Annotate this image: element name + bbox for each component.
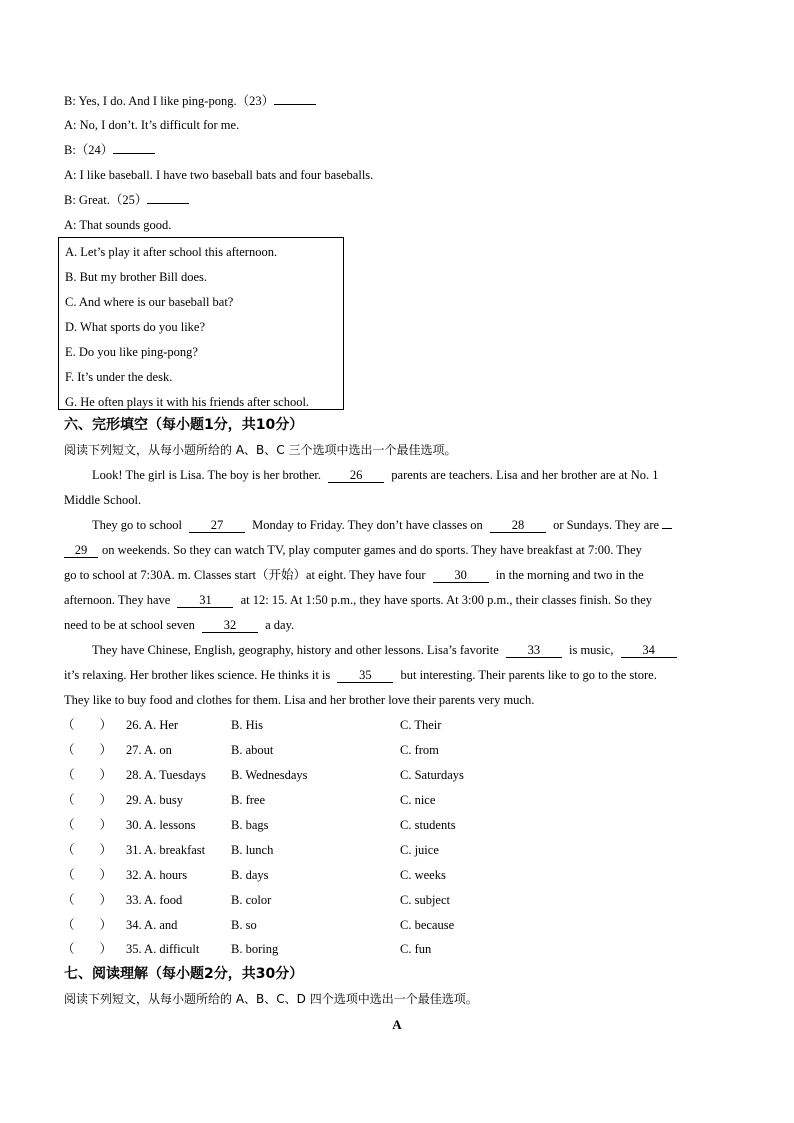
- blank-33: 33: [506, 643, 562, 658]
- blank-26: 26: [328, 468, 384, 483]
- option-a: A. Let’s play it after school this afternoon.: [65, 245, 278, 259]
- answer-blank-24: [113, 153, 155, 154]
- question-option-b: B. bags: [231, 818, 269, 832]
- question-option-c: C. from: [400, 743, 439, 757]
- passage-text: at 12: 15. At 1:50 p.m., they have sports. At 3:00 p.m., their classes finish. So they: [240, 593, 653, 607]
- dialogue-text: B:（24）: [64, 143, 114, 157]
- passage-line: [92, 642, 681, 658]
- passage-line: They like to buy food and clothes for them. Lisa and her brother love their parents very much.: [64, 693, 535, 707]
- passage-text: in the morning and two in the: [495, 568, 644, 582]
- option-f: F. It’s under the desk.: [65, 370, 173, 384]
- passage-line: [64, 592, 652, 608]
- question-option-b: B. about: [231, 743, 274, 757]
- section6-title: 六、完形填空（每小题1分，共10分）: [64, 417, 304, 433]
- question-paren[interactable]: （ ）: [62, 743, 113, 757]
- question-option-c: C. students: [400, 818, 456, 832]
- option-b: B. But my brother Bill does.: [65, 270, 208, 284]
- question-option-b: B. free: [231, 793, 266, 807]
- passage-text: go to school at 7:30A. m. Classes start（开始）at eight. They have four: [64, 568, 426, 582]
- dialogue-line-24: [64, 142, 155, 158]
- blank-29-start: [662, 528, 672, 529]
- section7-title: 七、阅读理解（每小题2分，共30分）: [64, 966, 304, 982]
- passage-text: afternoon. They have: [64, 593, 171, 607]
- question-option-c: C. because: [400, 918, 455, 932]
- dialogue-line: A: I like baseball. I have two baseball bats and four baseballs.: [64, 168, 374, 182]
- dialogue-line: A: That sounds good.: [64, 218, 172, 232]
- question-option-a: 28. A. Tuesdays: [126, 768, 206, 782]
- question-option-a: 26. A. Her: [126, 718, 179, 732]
- section6-instruction: 阅读下列短文，从每小题所给的 A、B、C 三个选项中选出一个最佳选项。: [64, 443, 457, 457]
- passage-text: Look! The girl is Lisa. The boy is her brother.: [92, 468, 322, 482]
- question-option-b: B. His: [231, 718, 263, 732]
- question-paren[interactable]: （ ）: [62, 893, 113, 907]
- passage-line: [92, 517, 672, 533]
- question-option-a: 31. A. breakfast: [126, 843, 206, 857]
- question-paren[interactable]: （ ）: [62, 718, 113, 732]
- blank-27: 27: [189, 518, 245, 533]
- question-option-c: C. juice: [400, 843, 439, 857]
- passage-text: a day.: [265, 618, 295, 632]
- blank-29: 29: [64, 543, 98, 558]
- passage-text: need to be at school seven: [64, 618, 195, 632]
- question-option-b: B. color: [231, 893, 272, 907]
- question-option-b: B. boring: [231, 942, 279, 956]
- question-paren[interactable]: （ ）: [62, 818, 113, 832]
- blank-32: 32: [202, 618, 258, 633]
- passage-line: [64, 542, 642, 558]
- question-option-c: C. subject: [400, 893, 450, 907]
- passage-text: or Sundays. They are: [553, 518, 660, 532]
- question-paren[interactable]: （ ）: [62, 768, 113, 782]
- section7-instruction: 阅读下列短文，从每小题所给的 A、B、C、D 四个选项中选出一个最佳选项。: [64, 992, 478, 1006]
- question-option-b: B. days: [231, 868, 269, 882]
- passage-line: [64, 617, 294, 633]
- passage-text: it’s relaxing. Her brother likes science. He thinks it is: [64, 668, 331, 682]
- question-paren[interactable]: （ ）: [62, 793, 113, 807]
- question-option-c: C. Saturdays: [400, 768, 464, 782]
- question-option-c: C. Their: [400, 718, 442, 732]
- passage-line: [64, 667, 657, 683]
- dialogue-line: A: No, I don’t. It’s difficult for me.: [64, 118, 240, 132]
- question-option-b: B. so: [231, 918, 257, 932]
- question-option-a: 33. A. food: [126, 893, 183, 907]
- question-option-c: C. nice: [400, 793, 436, 807]
- passage-text: Monday to Friday. They don’t have classes on: [252, 518, 483, 532]
- passage-text: is music,: [569, 643, 614, 657]
- option-d: D. What sports do you like?: [65, 320, 206, 334]
- dialogue-text: B: Great.（25）: [64, 193, 148, 207]
- option-g: G. He often plays it with his friends after school.: [65, 395, 310, 409]
- passage-line: [64, 567, 644, 583]
- blank-34: 34: [621, 643, 677, 658]
- blank-35: 35: [337, 668, 393, 683]
- passage-text: parents are teachers. Lisa and her brother are at No. 1: [391, 468, 659, 482]
- option-c: C. And where is our baseball bat?: [65, 295, 234, 309]
- dialogue-line-25: [64, 192, 189, 208]
- passage-text: They have Chinese, English, geography, history and other lessons. Lisa’s favorite: [92, 643, 499, 657]
- blank-31: 31: [177, 593, 233, 608]
- question-paren[interactable]: （ ）: [62, 942, 113, 956]
- question-option-a: 27. A. on: [126, 743, 172, 757]
- blank-30: 30: [433, 568, 489, 583]
- blank-28: 28: [490, 518, 546, 533]
- answer-blank-25: [147, 203, 189, 204]
- question-option-a: 30. A. lessons: [126, 818, 196, 832]
- question-option-c: C. weeks: [400, 868, 446, 882]
- options-box: [58, 237, 344, 410]
- passage-part-label: A: [392, 1017, 402, 1032]
- question-paren[interactable]: （ ）: [62, 843, 113, 857]
- question-option-b: B. Wednesdays: [231, 768, 308, 782]
- passage-text: but interesting. Their parents like to go to the store.: [400, 668, 657, 682]
- option-e: E. Do you like ping-pong?: [65, 345, 198, 359]
- question-paren[interactable]: （ ）: [62, 868, 113, 882]
- answer-blank-23: [274, 104, 316, 105]
- question-option-a: 35. A. difficult: [126, 942, 200, 956]
- dialogue-line-23: [64, 93, 316, 109]
- passage-text: on weekends. So they can watch TV, play computer games and do sports. They have breakfast at 7:00. They: [102, 543, 642, 557]
- question-option-a: 29. A. busy: [126, 793, 183, 807]
- passage-line: Middle School.: [64, 493, 142, 507]
- question-paren[interactable]: （ ）: [62, 918, 113, 932]
- question-option-b: B. lunch: [231, 843, 274, 857]
- question-option-c: C. fun: [400, 942, 432, 956]
- passage-line: [92, 467, 659, 483]
- passage-text: They go to school: [92, 518, 182, 532]
- question-option-a: 32. A. hours: [126, 868, 188, 882]
- question-option-a: 34. A. and: [126, 918, 178, 932]
- dialogue-text: B: Yes, I do. And I like ping-pong.（23）: [64, 94, 275, 108]
